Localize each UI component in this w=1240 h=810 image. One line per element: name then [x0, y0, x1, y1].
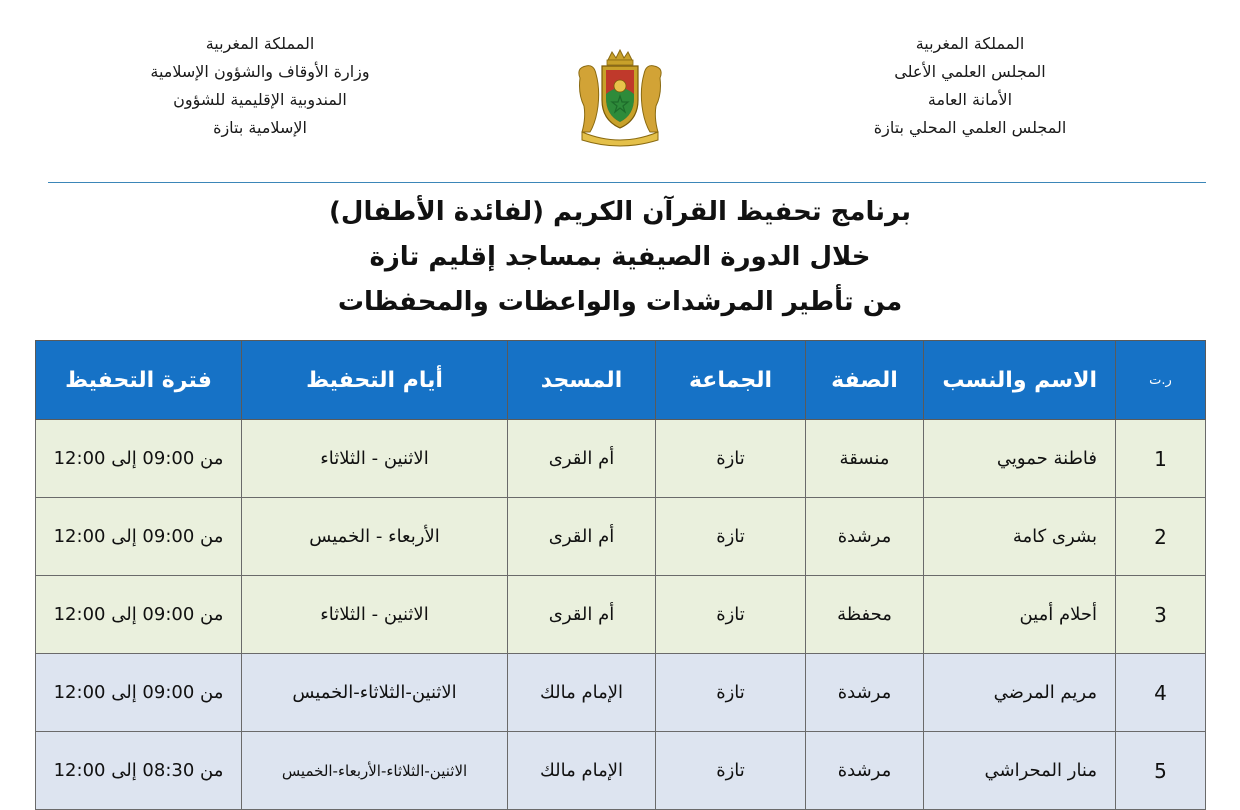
column-header-name: الاسم والنسب [924, 341, 1116, 420]
table-row [36, 732, 1206, 810]
column-header-days: أيام التحفيظ [242, 341, 508, 420]
header-left-line: الإسلامية بتازة [213, 118, 307, 137]
header-left-block [130, 30, 390, 142]
cell-role: مرشدة [806, 732, 924, 810]
cell-commune: تازة [656, 654, 806, 732]
column-header-role: الصفة [806, 341, 924, 420]
header-right-line: الأمانة العامة [927, 90, 1013, 109]
cell-role: مرشدة [806, 654, 924, 732]
cell-number: 1 [1116, 420, 1206, 498]
title-line: من تأطير المرشدات والواعظات والمحفظات [337, 287, 903, 317]
cell-role: منسقة [806, 420, 924, 498]
header-left-line: المندوبية الإقليمية للشؤون [173, 90, 347, 109]
cell-name: بشرى كامة [924, 498, 1116, 576]
schedule-table [35, 340, 1206, 810]
header-left-line: المملكة المغربية [205, 34, 315, 53]
header-divider [48, 182, 1206, 183]
cell-name: أحلام أمين [924, 576, 1116, 654]
cell-period: من 09:00 إلى 12:00 [36, 576, 242, 654]
cell-mosque: أم القرى [508, 420, 656, 498]
title-line: برنامج تحفيظ القرآن الكريم (لفائدة الأطفال) [329, 197, 911, 227]
cell-number: 5 [1116, 732, 1206, 810]
cell-period: من 09:00 إلى 12:00 [36, 654, 242, 732]
cell-period: من 09:00 إلى 12:00 [36, 498, 242, 576]
cell-mosque: الإمام مالك [508, 654, 656, 732]
header-left-line: وزارة الأوقاف والشؤون الإسلامية [150, 62, 370, 81]
cell-commune: تازة [656, 420, 806, 498]
cell-days: الاثنين-الثلاثاء-الأربعاء-الخميس [242, 732, 508, 810]
cell-role: محفظة [806, 576, 924, 654]
column-header-period: فترة التحفيظ [36, 341, 242, 420]
cell-mosque: أم القرى [508, 576, 656, 654]
header-right-line: المملكة المغربية [915, 34, 1025, 53]
cell-commune: تازة [656, 576, 806, 654]
table-row [36, 654, 1206, 732]
cell-role: مرشدة [806, 498, 924, 576]
table-header-row [36, 341, 1206, 420]
cell-days: الاثنين-الثلاثاء-الخميس [242, 654, 508, 732]
cell-commune: تازة [656, 732, 806, 810]
title-line: خلال الدورة الصيفية بمساجد إقليم تازة [369, 242, 871, 272]
table-row [36, 576, 1206, 654]
cell-number: 4 [1116, 654, 1206, 732]
document-title-block [0, 190, 1240, 325]
cell-mosque: الإمام مالك [508, 732, 656, 810]
cell-period: من 08:30 إلى 12:00 [36, 732, 242, 810]
column-header-number: ر.ت [1116, 341, 1206, 420]
cell-number: 3 [1116, 576, 1206, 654]
column-header-commune: الجماعة [656, 341, 806, 420]
moroccan-coat-of-arms-emblem [572, 48, 668, 148]
table-row [36, 420, 1206, 498]
cell-days: الاثنين - الثلاثاء [242, 576, 508, 654]
cell-period: من 09:00 إلى 12:00 [36, 420, 242, 498]
cell-days: الأربعاء - الخميس [242, 498, 508, 576]
table-row [36, 498, 1206, 576]
cell-name: مريم المرضي [924, 654, 1116, 732]
cell-mosque: أم القرى [508, 498, 656, 576]
column-header-mosque: المسجد [508, 341, 656, 420]
header-right-line: المجلس العلمي المحلي بتازة [873, 118, 1067, 137]
cell-commune: تازة [656, 498, 806, 576]
header-right-block [840, 30, 1100, 142]
header-right-line: المجلس العلمي الأعلى [894, 62, 1046, 81]
cell-days: الاثنين - الثلاثاء [242, 420, 508, 498]
cell-name: فاطنة حمويي [924, 420, 1116, 498]
cell-name: منار المحراشي [924, 732, 1116, 810]
cell-number: 2 [1116, 498, 1206, 576]
